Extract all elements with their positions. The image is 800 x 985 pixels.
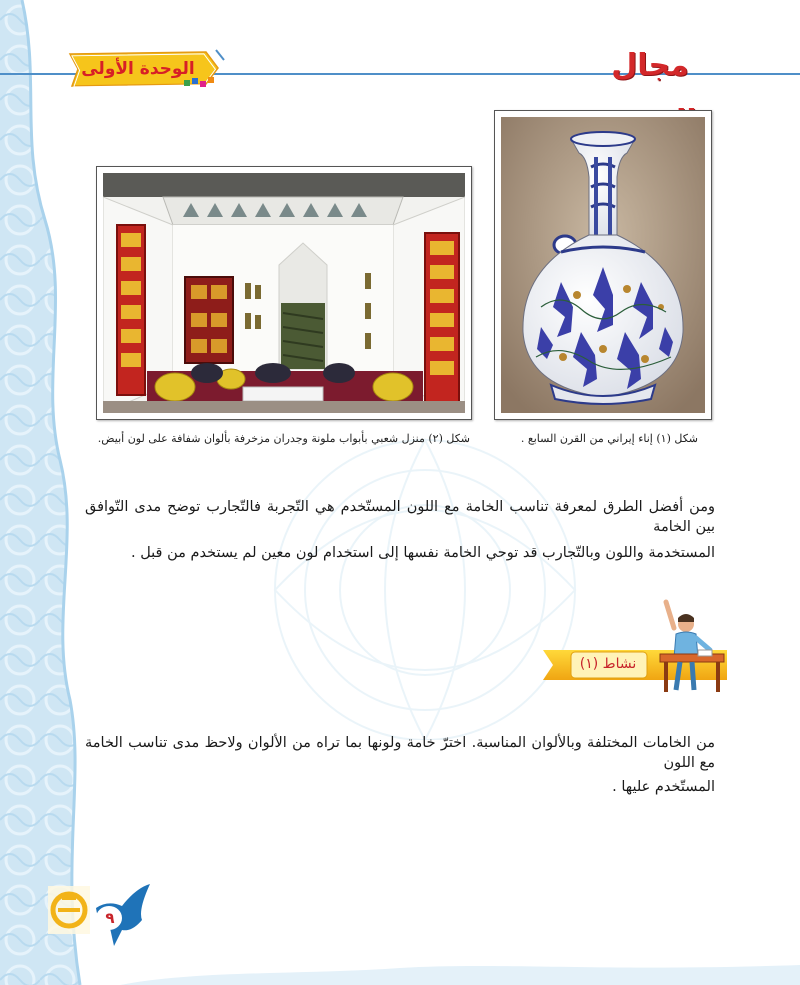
traditional-house-image — [103, 173, 465, 413]
persian-vase-image — [501, 117, 705, 413]
figure-2-frame — [96, 166, 472, 420]
paragraph-2-line-2: المستّخدم عليها . — [612, 779, 715, 795]
field-title: مجال — [611, 48, 689, 83]
paragraph-1-line-1: ومن أفضل الطرق لمعرفة تناسب الخامة مع اللون المستّخدم هي التّجربة فالتّجارب توضح مدى التّوافق بين الخامة — [85, 499, 715, 535]
activity-label: نشاط (١) — [579, 656, 637, 672]
unit-banner — [66, 48, 226, 90]
page-number: ٩ — [105, 909, 115, 927]
unit-label: الوحدة الأولى — [81, 59, 195, 79]
background-ornament — [175, 410, 675, 740]
publisher-logo — [46, 884, 92, 936]
figure-1-frame — [494, 110, 712, 420]
figure-2-caption: شكل (٢) منزل شعبي بأبواب ملونة وجدران مزخرفة بألوان شفافة على لون أبيض. — [97, 432, 470, 445]
paragraph-2-line-1: من الخامات المختلفة وبالألوان المناسبة. اخترّ خامة ولونها بما تراه من الألوان ولاحظ مدى تناسب الخامة مع اللون — [85, 735, 715, 771]
student-raising-hand-illustration — [652, 598, 728, 694]
figure-1-caption: شكل (١) إناء إيراني من القرن السابع . — [520, 432, 698, 445]
paragraph-1-line-2: المستخدمة واللون وبالتّجارب قد توحي الخامة نفسها إلى استخدام لون معين لم يستخدم من قبل . — [130, 545, 715, 561]
